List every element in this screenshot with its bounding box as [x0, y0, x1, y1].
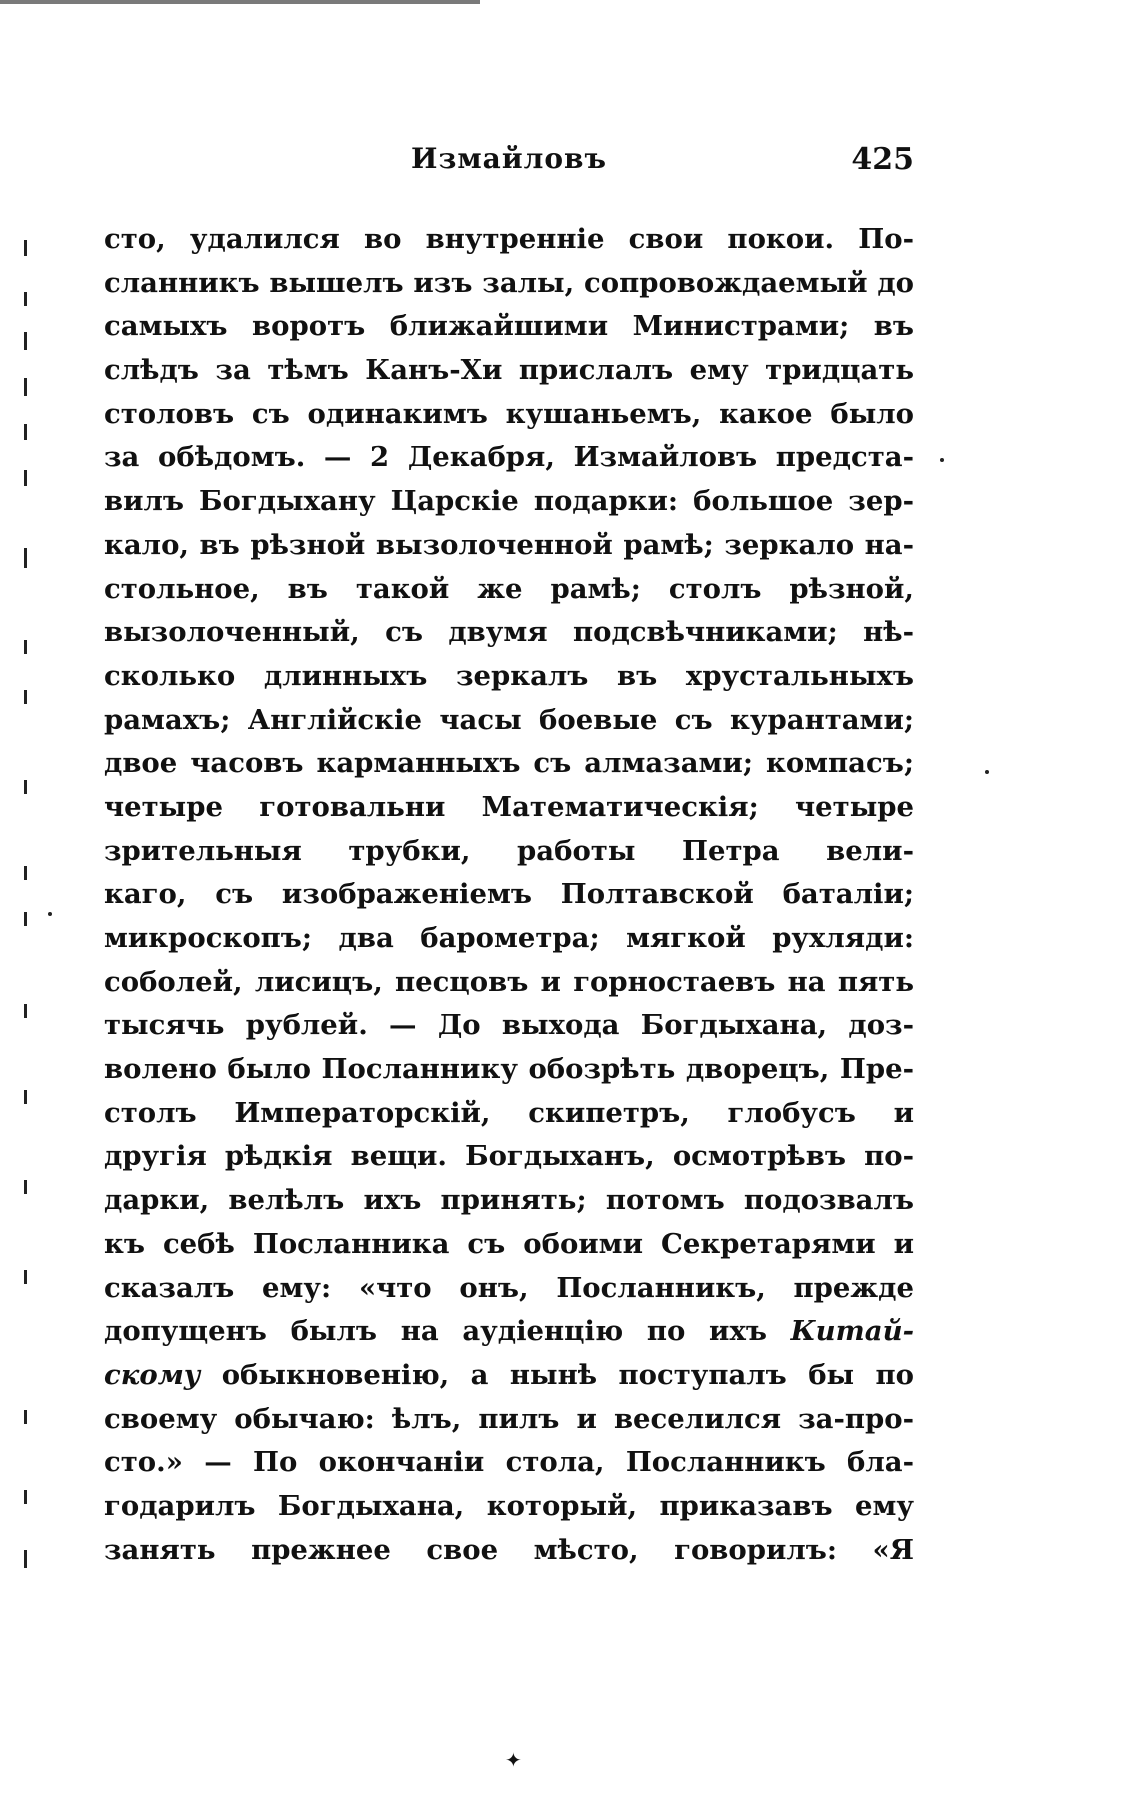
text-line: [104, 1223, 914, 1267]
text-line: [104, 961, 914, 1005]
page-number: 425: [851, 142, 914, 177]
text-run: къ себѣ Посланника съ обоими Секретарями и: [104, 1227, 914, 1260]
text-run: допущенъ былъ на аудiенцiю по ихъ: [104, 1315, 791, 1348]
margin-mark: [24, 424, 27, 440]
margin-speck: [985, 770, 989, 774]
margin-mark: [24, 1270, 27, 1284]
text-run: столовъ съ одинакимъ кушаньемъ, какое было: [104, 397, 914, 430]
margin-mark: [24, 912, 27, 926]
margin-mark: [24, 1410, 27, 1424]
text-line: [104, 655, 914, 699]
top-edge-rule: [0, 0, 480, 4]
text-run: столъ Императорскiй, скипетръ, глобусъ и: [104, 1096, 914, 1129]
text-line: [104, 1267, 914, 1311]
text-run: кало, въ рѣзной вызолоченной рамѣ; зеркало на-: [104, 528, 914, 561]
text-line: [104, 917, 914, 961]
margin-mark: [24, 690, 27, 704]
margin-mark: [24, 378, 27, 396]
text-run: обыкновенiю, а нынѣ поступалъ бы по: [200, 1358, 914, 1391]
text-line: [104, 1485, 914, 1529]
text-line: [104, 524, 914, 568]
text-line: [104, 830, 914, 874]
text-line: [104, 699, 914, 743]
margin-mark: [24, 1090, 27, 1104]
text-run: сто, удалился во внутреннiе свои покои. По-: [104, 223, 914, 255]
text-line: [104, 873, 914, 917]
text-run: за обѣдомъ. — 2 Декабря, Измайловъ предста-: [104, 441, 914, 474]
text-line: [104, 1310, 914, 1354]
margin-speck: [48, 912, 52, 916]
text-line: [104, 1179, 914, 1223]
body-text: [104, 218, 914, 1572]
margin-mark: [24, 470, 27, 486]
text-line: [104, 262, 914, 306]
margin-mark: [24, 640, 27, 654]
text-run: годарилъ Богдыхана, который, приказавъ ему: [104, 1489, 914, 1522]
text-line: [104, 611, 914, 655]
text-line: [104, 393, 914, 437]
text-line: [104, 1354, 914, 1398]
text-run: вилъ Богдыхану Царскiе подарки: большое зер-: [104, 485, 914, 518]
text-run: зрительныя трубки, работы Петра вели-: [104, 834, 914, 867]
text-run: микроскопъ; два барометра; мягкой рухляди:: [104, 922, 914, 954]
text-run: другiя рѣдкiя вещи. Богдыханъ, осмотрѣвъ по-: [104, 1140, 914, 1173]
margin-mark: [24, 780, 27, 794]
running-head: Измайловъ: [411, 142, 607, 175]
text-run: слѣдъ за тѣмъ Канъ-Хи прислалъ ему тридцать: [104, 354, 914, 387]
italic-text: Китай-: [790, 1315, 914, 1348]
text-run: занять прежнее свое мѣсто, говорилъ: «Я: [104, 1533, 914, 1566]
margin-mark: [24, 1180, 27, 1194]
margin-mark: [24, 548, 27, 568]
text-run: самыхъ воротъ ближайшими Министрами; въ: [104, 310, 914, 343]
text-line: [104, 305, 914, 349]
text-run: вызолоченный, съ двумя подсвѣчниками; нѣ-: [104, 616, 914, 649]
text-line: [104, 218, 914, 262]
text-run: сколько длинныхъ зеркалъ въ хрустальныхъ: [104, 659, 914, 692]
text-line: [104, 1398, 914, 1442]
text-run: сто.» — По окончанiи стола, Посланникъ бла-: [104, 1446, 914, 1479]
text-run: четыре готовальни Математическiя; четыре: [104, 790, 914, 823]
text-line: [104, 1048, 914, 1092]
text-line: [104, 1004, 914, 1048]
margin-mark: [24, 332, 27, 350]
margin-mark: [24, 240, 27, 256]
text-run: каго, съ изображенiемъ Полтавской баталiи;: [104, 878, 914, 911]
text-run: соболей, лисицъ, песцовъ и горностаевъ на пять: [104, 965, 914, 998]
text-line: [104, 1529, 914, 1573]
margin-speck: [940, 458, 944, 462]
text-run: дарки, велѣлъ ихъ принять; потомъ подозвалъ: [104, 1184, 914, 1217]
text-line: [104, 436, 914, 480]
text-line: [104, 1441, 914, 1485]
text-line: [104, 742, 914, 786]
text-line: [104, 568, 914, 612]
text-run: рамахъ; Англiйскiе часы боевые съ курантами;: [104, 703, 914, 736]
margin-mark: [24, 292, 27, 306]
margin-mark: [24, 1004, 27, 1018]
text-run: сланникъ вышелъ изъ залы, сопровождаемый до: [104, 266, 914, 299]
text-line: [104, 480, 914, 524]
page-ornament: ✦: [505, 1748, 522, 1772]
margin-mark: [24, 1490, 27, 1504]
margin-mark: [24, 1550, 27, 1568]
text-run: стольное, въ такой же рамѣ; столъ рѣзной,: [104, 572, 914, 605]
text-run: тысячь рублей. — До выхода Богдыхана, доз-: [104, 1009, 914, 1042]
text-run: сказалъ ему: «что онъ, Посланникъ, прежде: [104, 1271, 914, 1304]
text-line: [104, 1092, 914, 1136]
text-line: [104, 1135, 914, 1179]
margin-mark: [24, 866, 27, 880]
page-header: [104, 142, 914, 190]
text-line: [104, 349, 914, 393]
text-run: волено было Посланнику обозрѣть дворецъ, Пре-: [104, 1053, 914, 1086]
italic-text: скому: [104, 1358, 201, 1391]
text-line: [104, 786, 914, 830]
text-run: двое часовъ карманныхъ съ алмазами; компасъ;: [104, 747, 914, 780]
text-run: своему обычаю: ѣлъ, пилъ и веселился за-про-: [104, 1402, 914, 1435]
